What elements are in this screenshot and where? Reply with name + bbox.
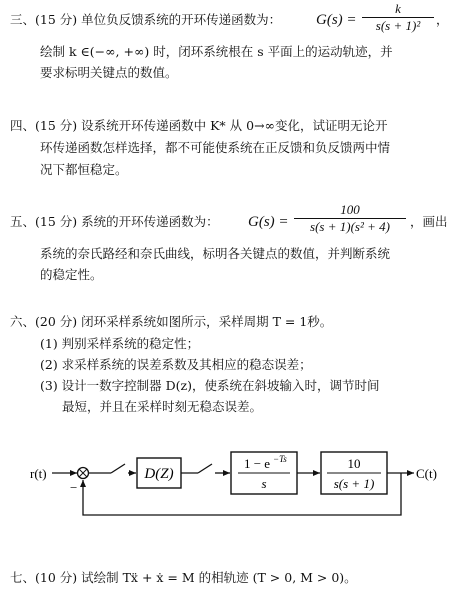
q5-line2: 系统的奈氏路经和奈氏曲线，标明各关键点的数值，并判断系统 xyxy=(40,246,391,261)
sampled-system-block-diagram xyxy=(0,440,456,530)
q6-line1: 六、(20 分) 闭环采样系统如图所示，采样周期 T = 1秒。 xyxy=(10,314,333,329)
q5-tf-lhs: G(s) = xyxy=(248,214,289,230)
q4-line3: 况下都恒稳定。 xyxy=(40,162,128,177)
plant-numerator: 10 xyxy=(347,456,361,471)
q3-transfer-function xyxy=(362,2,434,33)
input-label: r(t) xyxy=(30,466,47,481)
sampler-switch-1 xyxy=(111,464,125,473)
summing-junction xyxy=(78,468,89,479)
q3-tail: ， xyxy=(436,12,449,27)
q6-item1: (1) 判别采样系统的稳定性； xyxy=(40,336,200,351)
q3-line3: 要求标明关键点的数值。 xyxy=(40,65,178,80)
q4-line2: 环传递函数怎样选择，都不可能使系统在正反馈和负反馈两中情 xyxy=(40,140,391,155)
zoh-numerator: 1 − e xyxy=(243,456,271,471)
q6-item3b: 最短，并且在采样时刻无稳态误差。 xyxy=(62,399,263,414)
q5-line3: 的稳定性。 xyxy=(40,267,103,282)
q5-transfer-function xyxy=(294,203,406,234)
plant-denominator: s(s + 1) xyxy=(333,476,375,491)
controller-label: D(Z) xyxy=(144,466,174,482)
q5-tf-denominator: s(s + 1)(s² + 4) xyxy=(310,219,390,235)
zoh-exponent: −Ts xyxy=(273,454,287,464)
q6-item2: (2) 求采样系统的误差系数及其相应的稳态误差； xyxy=(40,357,312,372)
q5-tf-numerator: 100 xyxy=(340,202,360,217)
q3-tf-denominator: s(s + 1)² xyxy=(375,18,421,34)
q3-tf-lhs: G(s) = xyxy=(316,12,357,28)
q5-tail: ，画出 xyxy=(410,214,448,229)
q6-item3a: (3) 设计一数字控制器 D(z)，使系统在斜坡输入时，调节时间 xyxy=(40,378,380,393)
zoh-denominator: s xyxy=(261,476,267,491)
sampler-switch-2 xyxy=(198,464,212,473)
q7-line: 七、(10 分) 试绘制 Tẍ + ẋ = M 的相轨迹 (T > 0, M > 0)。 xyxy=(10,570,357,585)
q5-line1: 五、(15 分) 系统的开环传递函数为： xyxy=(10,214,219,229)
q4-line1: 四、(15 分) 设系统开环传递函数中 K* 从 0→∞变化，试证明无论开 xyxy=(10,118,388,133)
q3-tf-numerator: k xyxy=(395,1,401,16)
minus-sign: − xyxy=(70,480,78,495)
output-label: C(t) xyxy=(416,466,437,481)
q3-line2: 绘制 k ∈(−∞, +∞) 时，闭环系统根在 s 平面上的运动轨迹，并 xyxy=(40,44,393,59)
q3-line1: 三、(15 分) 单位负反馈系统的开环传递函数为： xyxy=(10,12,282,27)
